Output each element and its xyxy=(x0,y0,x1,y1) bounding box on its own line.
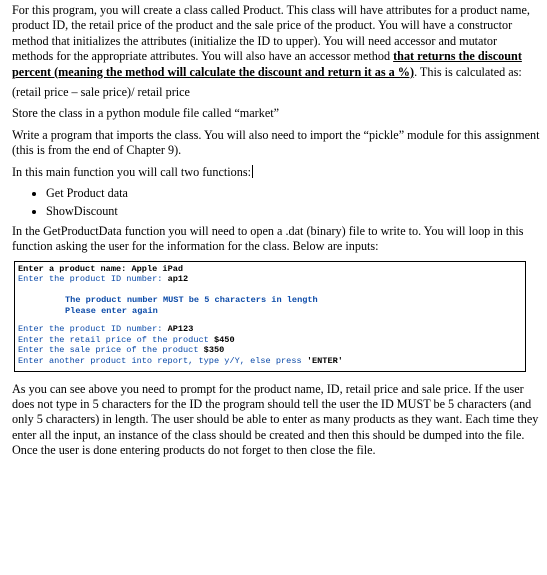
text-cursor xyxy=(252,165,253,178)
console-output-box xyxy=(14,261,526,372)
intro-text: For this program, you will create a class called Product. This class will have attributes for a product name, product ID, the retail price of the product and the sale price of the product. You will have a constructor method that initializes the attributes (initialize the ID to upper). You will need accessor and mutator methods for the appropriate attributes. You will also have an accessor method xyxy=(12,3,530,64)
main-text: In this main function you will call two functions: xyxy=(12,164,251,179)
console-error-line: Please enter again xyxy=(65,305,158,316)
formula-paragraph: (retail price – sale price)/ retail price xyxy=(12,85,190,100)
console-error-line: The product number MUST be 5 characters in length xyxy=(65,295,318,306)
console-line: Enter a product name: Apple iPad xyxy=(18,263,184,274)
closing-paragraph: As you can see above you need to prompt for the product name, ID, retail price and sale price. If the user does not type in 5 characters for the ID the program should tell the user the ID MUST be 5 characters (and only 5 characters) in length. The user should be able to enter as many products as they want. Each time they enter all the input, an instance of the class should be created and then this should be dumped into the file. Once the user is done entering products do not forget to then close the file. xyxy=(12,381,539,458)
console-line: Enter the product ID number: AP123 xyxy=(18,324,194,335)
intro-text-end: . This is calculated as: xyxy=(414,64,522,79)
console-line: Enter another product into report, type y/Y, else press 'ENTER' xyxy=(18,356,343,367)
store-paragraph: Store the class in a python module file called “market” xyxy=(12,106,280,121)
list-item: • ShowDiscount xyxy=(46,204,541,219)
getdata-paragraph: In the GetProductData function you will need to open a .dat (binary) file to write to. You will loop in this function asking the user for the information for the class. Below are inputs: xyxy=(12,224,524,254)
intro-paragraph xyxy=(12,3,541,80)
main-paragraph xyxy=(12,165,541,180)
import-paragraph: Write a program that imports the class. You will also need to import the “pickle” module for this assignment (this is from the end of Chapter 9). xyxy=(12,127,540,158)
intro-emphasis: that returns the discount percent (meaning the method will calculate the discount and return it as a %) xyxy=(12,49,522,79)
console-line: Enter the product ID number: ap12 xyxy=(18,274,189,285)
list-item: • Get Product data xyxy=(46,186,541,201)
console-line: Enter the sale price of the product $350 xyxy=(18,345,225,356)
console-line: Enter the retail price of the product $450 xyxy=(18,334,235,345)
function-list xyxy=(12,186,541,219)
